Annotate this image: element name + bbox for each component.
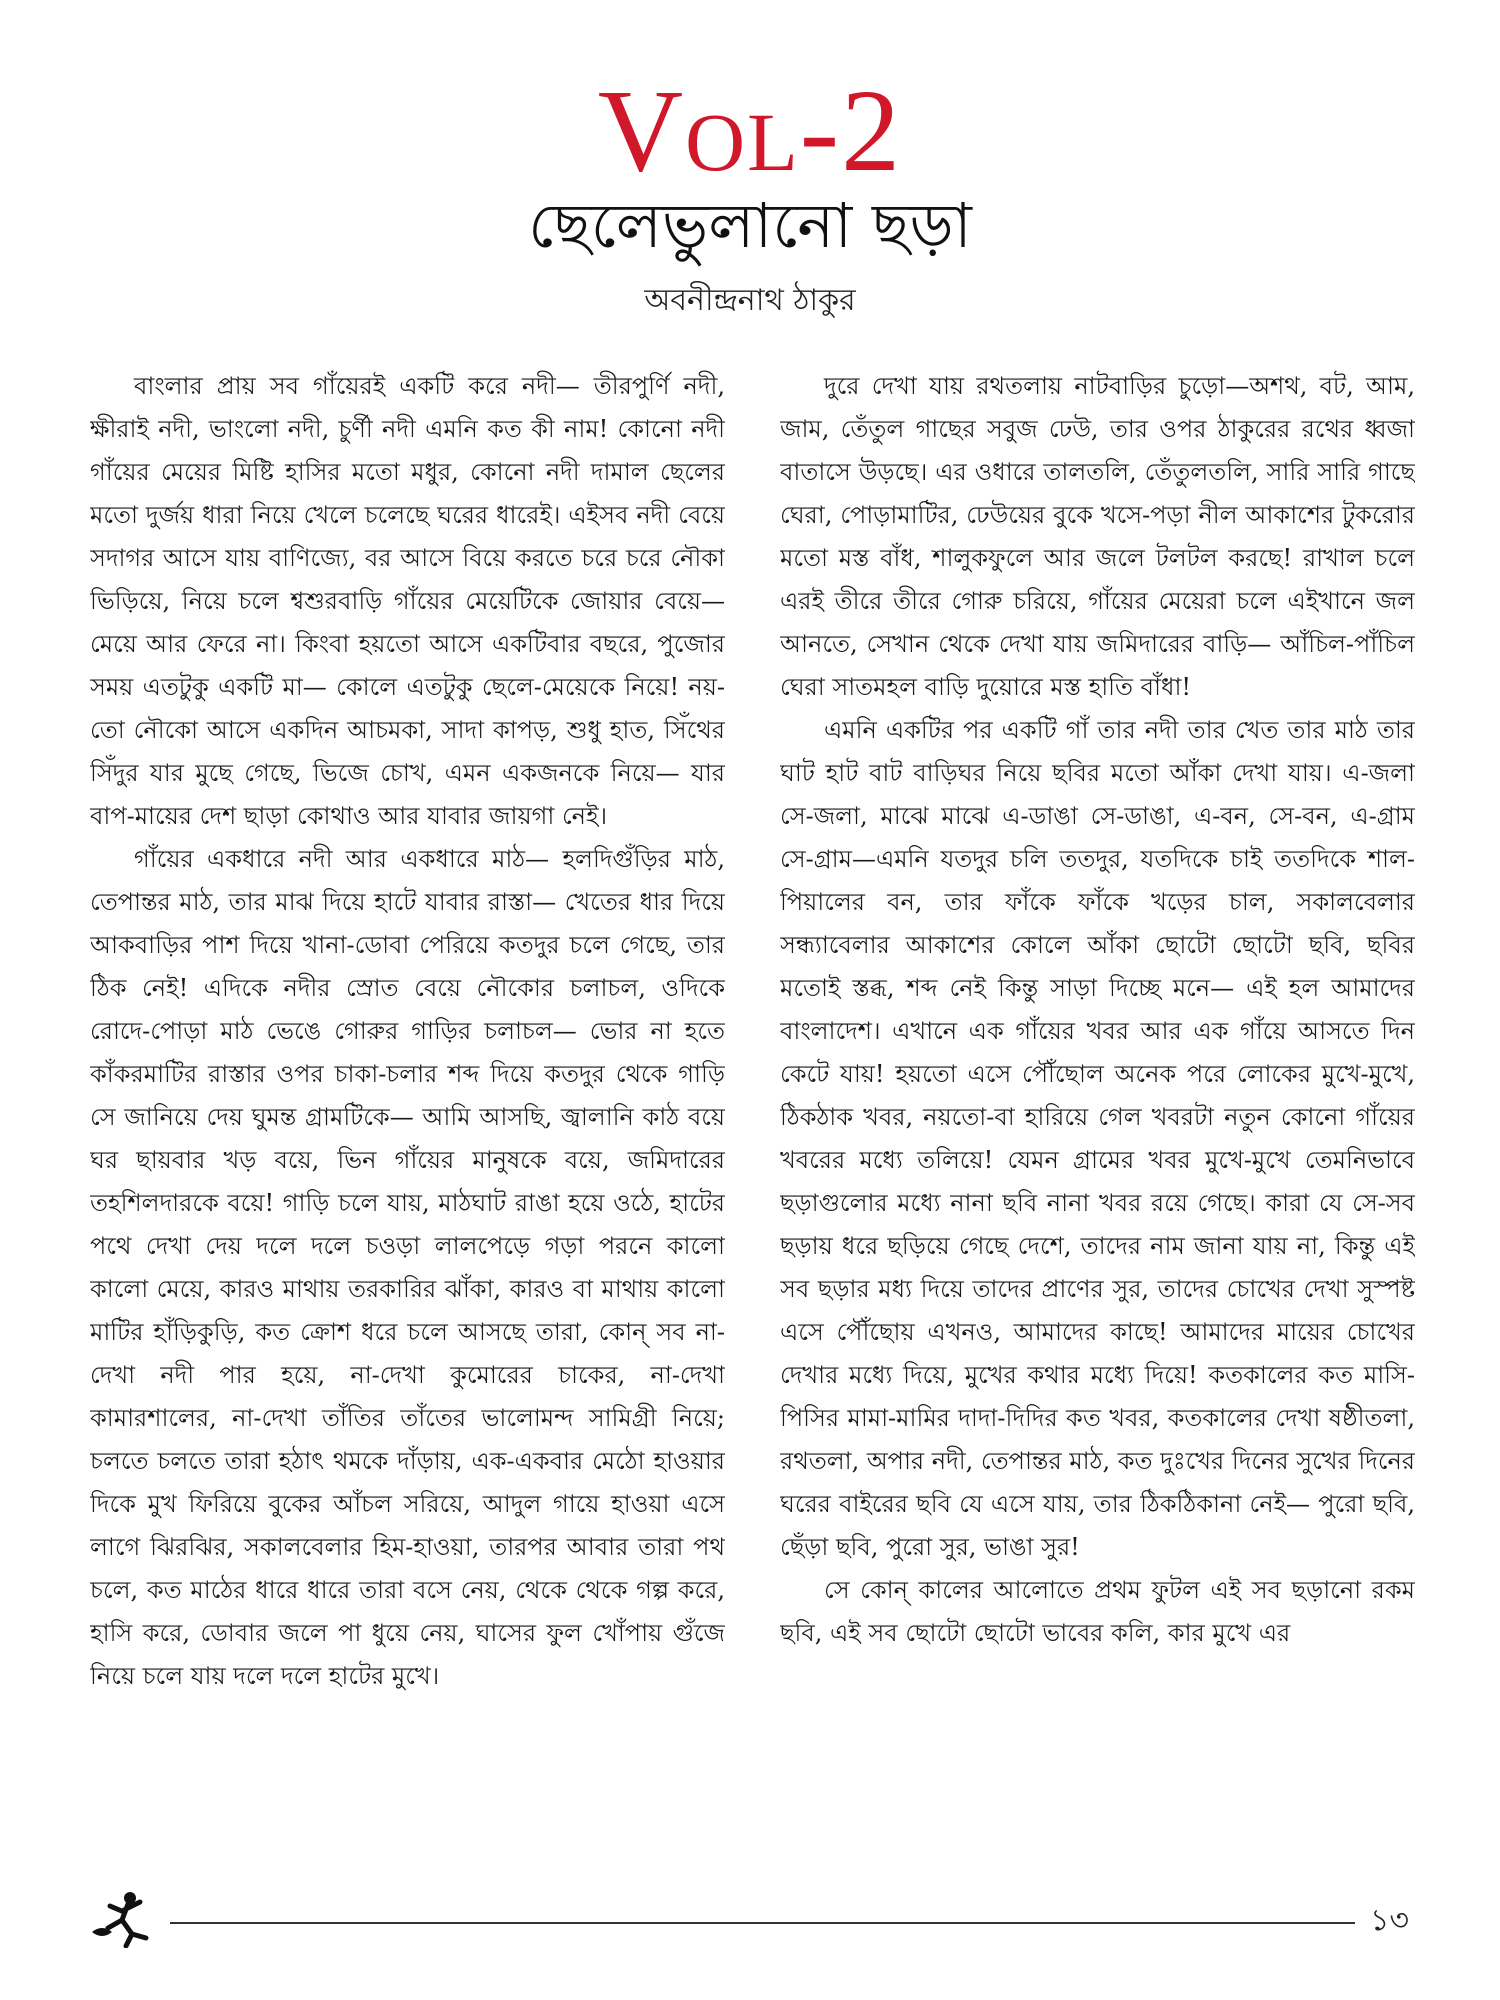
page-number: ১৩ [1370,1903,1409,1938]
footer-divider [170,1922,1355,1924]
paragraph: দুরে দেখা যায় রথতলায় নাটবাড়ির চুড়ো—অশথ, বট, আম, জাম, তেঁতুল গাছের সবুজ ঢেউ, তার ওপর ঠাকুরের রথের ধ্বজা বাতাসে উড়ছে। এর ওধারে তালতলি, তেঁতুলতলি, সারি সারি গাছে ঘেরা, পোড়ামাটির, ঢেউয়ের বুকে খসে-পড়া নীল আকাশের টুকরোর মতো মস্ত বাঁধ, শালুকফুলে আর জলে টলটল করছে! রাখাল চলে এরই তীরে তীরে গোরু চরিয়ে, গাঁয়ের মেয়েরা চলে এইখানে জল আনতে, সেখান থেকে দেখা যায় জমিদারের বাড়ি— আঁচিল-পাঁচিল ঘেরা সাতমহল বাড়ি দুয়োরে মস্ত হাতি বাঁধা! [780,372,1415,701]
paragraph: সে কোন্ কালের আলোতে প্রথম ফুটল এই সব ছড়ানো রকম ছবি, এই সব ছোটো ছোটো ভাবের কলি, কার মুখে এর [780,1576,1415,1647]
right-column [780,365,1415,1865]
dancing-figure-icon [88,1888,158,1948]
paragraph: এমনি একটির পর একটি গাঁ তার নদী তার খেত তার মাঠ তার ঘাট হাট বাট বাড়িঘর নিয়ে ছবির মতো আঁকা দেখা যায়। এ-জলা সে-জলা, মাঝে মাঝে এ-ডাঙা সে-ডাঙা, এ-বন, সে-বন, এ-গ্রাম সে-গ্রাম—এমনি যতদুর চলি ততদুর, যতদিকে চাই ততদিকে শাল-পিয়ালের বন, তার ফাঁকে ফাঁকে খড়ের চাল, সকালবেলার সন্ধ্যাবেলার আকাশের কোলে আঁকা ছোটো ছোটো ছবি, ছবির মতোই স্তব্ধ, শব্দ নেই কিন্তু সাড়া দিচ্ছে মনে— এই হল আমাদের বাংলাদেশ। এখানে এক গাঁয়ের খবর আর এক গাঁয়ে আসতে দিন কেটে যায়! হয়তো এসে পৌঁছোল অনেক পরে লোকের মুখে-মুখে, ঠিকঠাক খবর, নয়তো-বা হারিয়ে গেল খবরটা নতুন কোনো গাঁয়ের খবরের মধ্যে তলিয়ে! যেমন গ্রামের খবর মুখে-মুখে তেমনিভাবে ছড়াগুলোর মধ্যে নানা ছবি নানা খবর রয়ে গেছে। কারা যে সে-সব ছড়ায় ধরে ছড়িয়ে গেছে দেশে, তাদের নাম জানা যায় না, কিন্তু এই সব ছড়ার মধ্য দিয়ে তাদের প্রাণের সুর, তাদের চোখের দেখা সুস্পষ্ট এসে পৌঁছোয় এখনও, আমাদের কাছে! আমাদের মায়ের চোখের দেখার মধ্যে দিয়ে, মুখের কথার মধ্যে দিয়ে! কতকালের কত মাসি-পিসির মামা-মামির দাদা-দিদির কত খবর, কতকালের দেখা ষষ্ঠীতলা, রথতলা, অপার নদী, তেপান্তর মাঠ, কত দুঃখের দিনের সুখের দিনের ঘরের বাইরের ছবি যে এসে যায়, তার ঠিকঠিকানা নেই— পুরো ছবি, ছেঁড়া ছবি, পুরো সুর, ভাঙা সুর! [780,716,1415,1561]
author-name: অবনীন্দ্রনাথ ঠাকুর [644,283,856,318]
paragraph: গাঁয়ের একধারে নদী আর একধারে মাঠ— হলদিগুঁড়ির মাঠ, তেপান্তর মাঠ, তার মাঝ দিয়ে হাটে যাবার রাস্তা— খেতের ধার দিয়ে আকবাড়ির পাশ দিয়ে খানা-ডোবা পেরিয়ে কতদুর চলে গেছে, তার ঠিক নেই! এদিকে নদীর স্রোত বেয়ে নৌকোর চলাচল, ওদিকে রোদে-পোড়া মাঠ ভেঙে গোরুর গাড়ির চলাচল— ভোর না হতে কাঁকরমাটির রাস্তার ওপর চাকা-চলার শব্দ দিয়ে কতদুর থেকে গাড়ি সে জানিয়ে দেয় ঘুমন্ত গ্রামটিকে— আমি আসছি, জ্বালানি কাঠ বয়ে ঘর ছায়বার খড় বয়ে, ভিন গাঁয়ের মানুষকে বয়ে, জমিদারের তহশিলদারকে বয়ে! গাড়ি চলে যায়, মাঠঘাট রাঙা হয়ে ওঠে, হাটের পথে দেখা দেয় দলে দলে চওড়া লালপেড়ে গড়া পরনে কালো কালো মেয়ে, কারও মাথায় তরকারির ঝাঁকা, কারও বা মাথায় কালো মাটির হাঁড়িকুড়ি, কত ক্রোশ ধরে চলে আসছে তারা, কোন্ সব না-দেখা নদী পার হয়ে, না-দেখা কুমোরের চাকের, না-দেখা কামারশালের, না-দেখা তাঁতির তাঁতের ভালোমন্দ সামিগ্রী নিয়ে; চলতে চলতে তারা হঠাৎ থমকে দাঁড়ায়, এক-একবার মেঠো হাওয়ার দিকে মুখ ফিরিয়ে বুকের আঁচল সরিয়ে, আদুল গায়ে হাওয়া এসে লাগে ঝিরঝির, সকালবেলার হিম-হাওয়া, তারপর আবার তারা পথ চলে, কত মাঠের ধারে ধারে তারা বসে নেয়, থেকে থেকে গল্প করে, হাসি করে, ডোবার জলে পা ধুয়ে নেয়, ঘাসের ফুল খোঁপায় গুঁজে নিয়ে চলে যায় দলে দলে হাটের মুখে। [90,845,725,1690]
paragraph: বাংলার প্রায় সব গাঁয়েরই একটি করে নদী— তীরপুর্ণি নদী, ক্ষীরাই নদী, ভাংলো নদী, চুর্ণী নদী এমনি কত কী নাম! কোনো নদী গাঁয়ের মেয়ের মিষ্টি হাসির মতো মধুর, কোনো নদী দামাল ছেলের মতো দুর্জয় ধারা নিয়ে খেলে চলেছে ঘরের ধারেই। এইসব নদী বেয়ে সদাগর আসে যায় বাণিজ্যে, বর আসে বিয়ে করতে চরে চরে নৌকা ভিড়িয়ে, নিয়ে চলে শ্বশুরবাড়ি গাঁয়ের মেয়েটিকে জোয়ার বেয়ে— মেয়ে আর ফেরে না। কিংবা হয়তো আসে একটিবার বছরে, পুজোর সময় এতটুকু একটি মা— কোলে এতটুকু ছেলে-মেয়েকে নিয়ে! নয়-তো নৌকো আসে একদিন আচমকা, সাদা কাপড়, শুধু হাত, সিঁথের সিঁদুর যার মুছে গেছে, ভিজে চোখ, এমন একজনকে নিয়ে— যার বাপ-মায়ের দেশ ছাড়া কোথাও আর যাবার জায়গা নেই। [90,372,725,830]
page-title: ছেলেভুলানো ছড়া [528,189,972,262]
volume-heading: Vol-2 [597,65,903,196]
left-column [90,365,725,1865]
